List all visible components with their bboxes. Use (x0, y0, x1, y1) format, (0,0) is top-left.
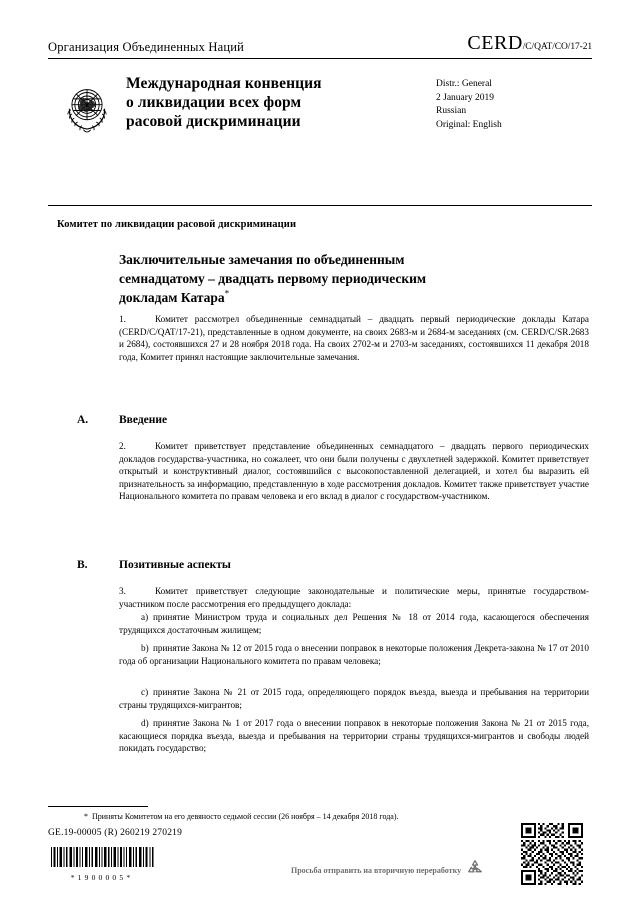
header-body-divider (48, 205, 592, 206)
distribution-type: Distr.: General (436, 79, 492, 89)
recycle-notice-text: Просьба отправить на вторичную переработку (291, 866, 462, 875)
list-item-c-text: принятие Закона № 21 от 2015 года, определяющего порядок въезда, выезда и пребывания на территории страны трудящихся-мигрантов; (119, 687, 589, 710)
convention-title (126, 74, 416, 131)
footnote-divider (48, 806, 148, 807)
footnote-mark: * (84, 812, 88, 821)
list-item-a-text: принятие Министром труда и социальных дел Решения № 18 от 2014 года, касающегося обеспечения трудящихся достаточным жилищем; (119, 612, 589, 635)
paragraph-2 (119, 440, 589, 503)
recycle-icon (465, 858, 485, 883)
section-a-letter: A. (77, 414, 89, 426)
document-original-language: Original: English (436, 119, 502, 130)
list-item (119, 686, 589, 711)
list-item (119, 642, 589, 667)
list-item-b-text: принятие Закона № 12 от 2015 года о внесении поправок в некоторые положения Декрета-закона № 17 от 2010 года об организации Национального комитета по правам человека; (119, 643, 589, 666)
list-item-c-letter: c) (141, 687, 149, 697)
document-symbol-main: CERD (467, 32, 523, 54)
committee-name: Комитет по ликвидации расовой дискриминации (57, 219, 297, 230)
document-language: Russian (436, 106, 467, 116)
page-title-footnote-mark: * (224, 288, 230, 299)
list-item (119, 611, 589, 636)
organization-name: Организация Объединенных Наций (48, 40, 245, 54)
document-symbol (467, 32, 592, 55)
paragraph-2-text: Комитет приветствует представление объединенных семнадцатого – двадцать первого периодических докладов государства-участника, но сожалеет, что они были получены с двухлетней задержкой. Комитет приветствует открытый и конструктивный диалог, состоявшийся с высокопоставленной делегацией, и хотел бы выразить ей признательность за информацию, представленную в ходе рассмотрения докладов. Комитет также приветствует участие Национального комитета по правам человека и его вклад в диалог с государством-участником. (119, 441, 589, 502)
footnote-text: Приняты Комитетом на его девяносто седьмой сессии (26 ноября – 14 декабря 2018 года). (92, 812, 399, 821)
list-item (119, 717, 589, 755)
paragraph-1-text: Комитет рассмотрел объединенные семнадцатый – двадцать первый периодические доклады Катара (CERD/C/QAT/17-21), представленные в одном документе, на своих 2683-м и 2684-м заседаниях (см. CERD/C/SR.2683 и 2684), состоявшихся 27 и 28 ноября 2018 года. На своих 2702-м и 2703-м заседаниях, состоявшихся 11 декабря 2018 года, Комитет принял настоящие заключительные замечания. (119, 314, 589, 362)
section-b-title: Позитивные аспекты (119, 559, 231, 571)
paragraph-3-text: Комитет приветствует следующие законодательные и политические меры, принятые государством-участником после рассмотрения его предыдущего доклада: (119, 586, 589, 609)
masthead-divider (48, 58, 592, 59)
distribution-block (436, 74, 502, 132)
list-item-d-letter: d) (141, 718, 149, 728)
paragraph-2-number: 2. (119, 441, 126, 451)
convention-title-line-1: Международная конвенция (126, 75, 322, 92)
barcode-text: *1900005* (70, 873, 134, 882)
page-title-line-3: докладам Катара (119, 290, 225, 305)
barcode-icon (50, 847, 154, 867)
page-title (119, 250, 519, 307)
paragraph-1-number: 1. (119, 314, 126, 324)
convention-title-line-3: расовой дискриминации (126, 113, 301, 130)
section-a-title: Введение (119, 414, 168, 426)
page-title-line-1: Заключительные замечания по объединенным (119, 252, 405, 267)
section-heading-b (77, 559, 231, 571)
section-b-letter: B. (77, 559, 88, 571)
document-code: GE.19-00005 (R) 260219 270219 (48, 828, 183, 838)
page-title-line-2: семнадцатому – двадцать первому периодическим (119, 271, 427, 286)
section-heading-a (77, 414, 167, 426)
recycle-notice (291, 858, 485, 883)
convention-title-line-2: о ликвидации всех форм (126, 94, 302, 111)
list-item-a-letter: a) (141, 612, 149, 622)
barcode (50, 847, 154, 882)
paragraph-3 (119, 585, 589, 610)
masthead-top-row (48, 32, 592, 58)
list-item-d-text: принятие Закона № 1 от 2017 года о внесении поправок в некоторые положения Закона № 21 от 2015 года, касающиеся порядка въезда, выезда и пребывания на территории страны трудящихся-мигрантов и свободы людей покидать государство; (119, 718, 589, 754)
document-symbol-suffix: /C/QAT/CO/17-21 (522, 42, 592, 52)
masthead (48, 32, 592, 59)
footnote (84, 811, 544, 822)
title-block (48, 74, 592, 141)
document-date: 2 January 2019 (436, 92, 495, 103)
qr-code-icon (521, 823, 583, 885)
paragraph-3-number: 3. (119, 586, 126, 596)
paragraph-1 (119, 313, 589, 363)
un-emblem-icon (58, 78, 116, 141)
list-item-b-letter: b) (141, 643, 149, 653)
